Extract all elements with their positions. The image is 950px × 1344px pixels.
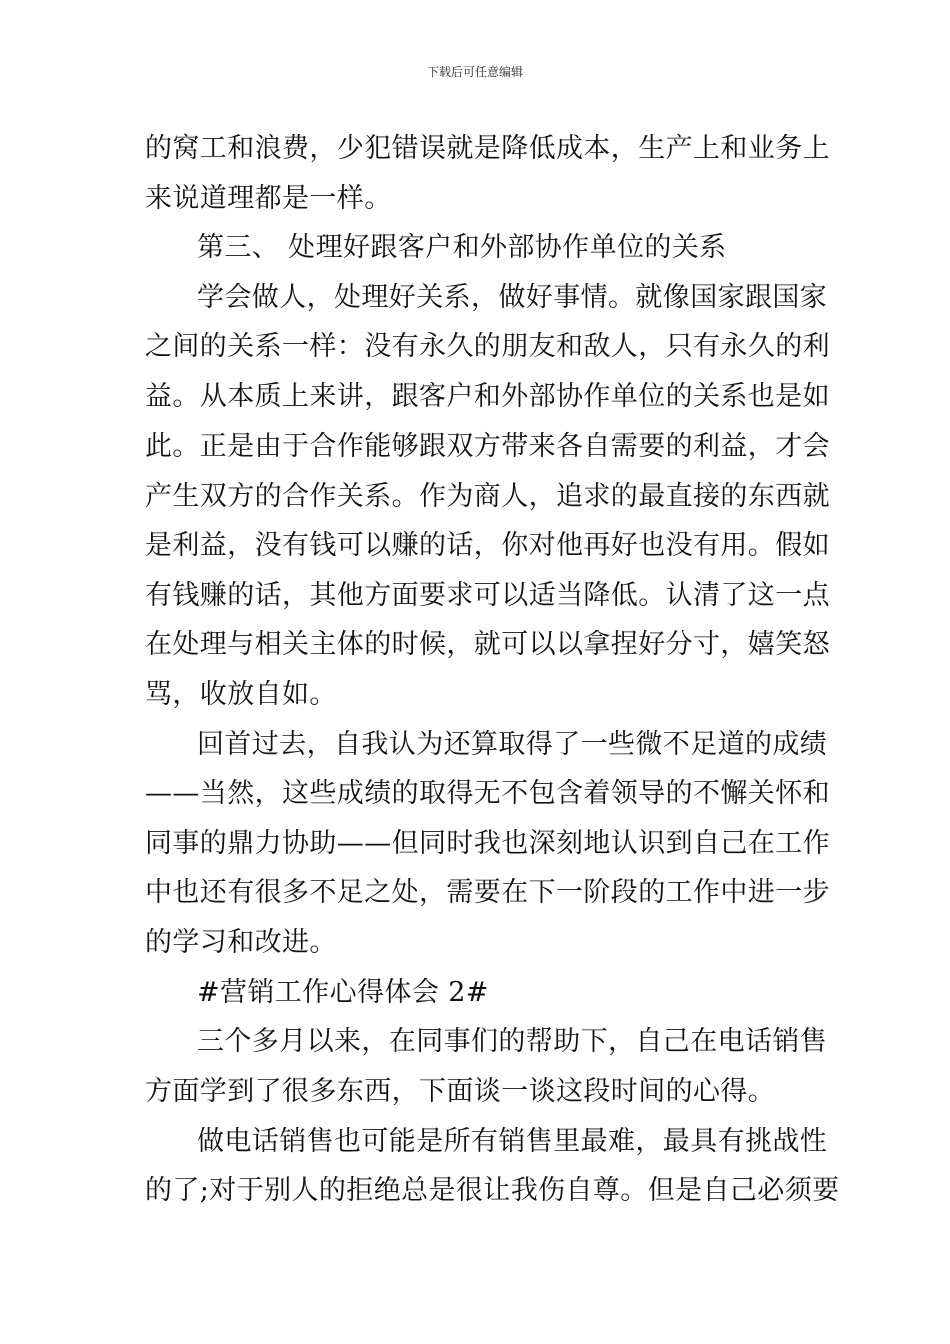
paragraph-start: 回首过去，自我认为还算取得了一些微不足道的成绩 <box>197 729 828 760</box>
text-line: 此。正是由于合作能够跟双方带来各自需要的利益，才会 <box>145 431 830 462</box>
text-line: 骂，收放自如。 <box>145 679 337 710</box>
paragraph-start: 做电话销售也可能是所有销售里最难，最具有挑战性 <box>197 1126 828 1157</box>
paragraph-start: 学会做人，处理好关系，做好事情。就像国家跟国家 <box>197 282 828 313</box>
text-line: 来说道理都是一样。 <box>145 183 392 214</box>
text-line: 的了;对于别人的拒绝总是很让我伤自尊。但是自己必须要 <box>145 1175 840 1206</box>
section-title: #营销工作心得体会 2# <box>197 977 489 1008</box>
page-header-note: 下载后可任意编辑 <box>426 65 523 79</box>
text-line: ——当然，这些成绩的取得无不包含着领导的不懈关怀和 <box>145 778 830 809</box>
text-line: 中也还有很多不足之处，需要在下一阶段的工作中进一步 <box>145 877 830 908</box>
text-line: 同事的鼎力协助——但同时我也深刻地认识到自己在工作 <box>145 828 830 859</box>
text-line: 产生双方的合作关系。作为商人，追求的最直接的东西就 <box>145 481 830 512</box>
text-line: 是利益，没有钱可以赚的话，你对他再好也没有用。假如 <box>145 530 830 561</box>
text-line: 在处理与相关主体的时候，就可以以拿捏好分寸，嬉笑怒 <box>145 629 830 660</box>
text-line: 益。从本质上来讲，跟客户和外部协作单位的关系也是如 <box>145 381 830 412</box>
text-line: 方面学到了很多东西，下面谈一谈这段时间的心得。 <box>145 1076 776 1107</box>
text-line: 的窝工和浪费，少犯错误就是降低成本，生产上和业务上 <box>145 133 830 164</box>
section-heading: 第三、 处理好跟客户和外部协作单位的关系 <box>197 232 727 263</box>
text-line: 的学习和改进。 <box>145 927 337 958</box>
paragraph-start: 三个多月以来，在同事们的帮助下，自己在电话销售 <box>197 1026 828 1057</box>
text-line: 有钱赚的话，其他方面要求可以适当降低。认清了这一点 <box>145 580 830 611</box>
text-line: 之间的关系一样：没有永久的朋友和敌人，只有永久的利 <box>145 331 830 362</box>
